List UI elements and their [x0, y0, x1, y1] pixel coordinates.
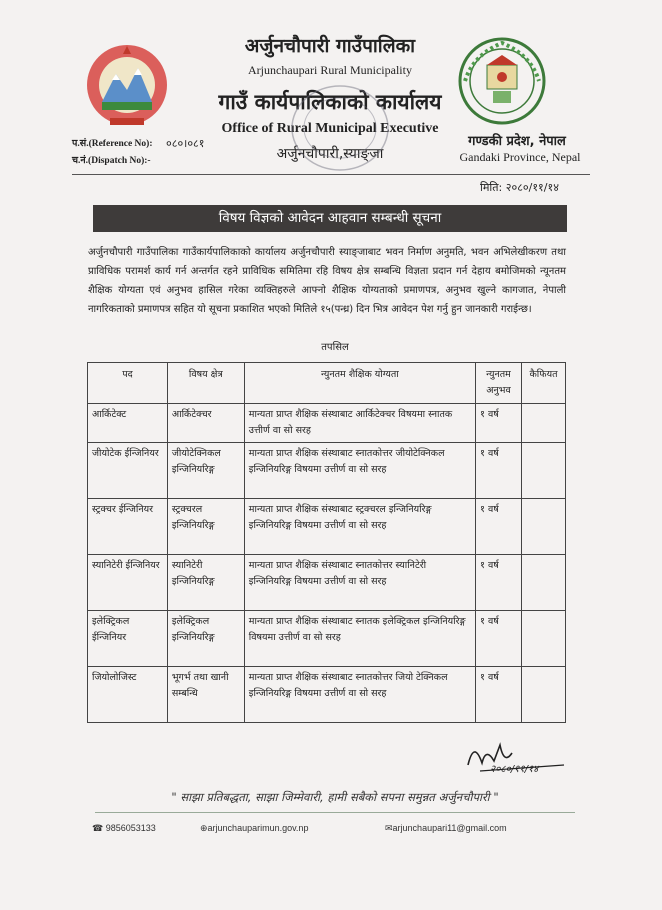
- cell-qualification: मान्यता प्राप्त शैक्षिक संस्थाबाट स्नातकोत्तर जियो टेक्निकल इन्जिनियरिङ्ग विषयमा उत्तीर्ण वा सो सरह: [244, 667, 475, 723]
- schedule-heading: तपसिल: [321, 342, 349, 353]
- signature: [460, 735, 570, 784]
- cell-field: इलेक्ट्रिकल इन्जिनियरिङ्ग: [167, 611, 244, 667]
- website-url: arjunchauparimun.gov.np: [207, 823, 309, 833]
- nepal-emblem-icon: [80, 40, 175, 130]
- email-address: arjunchaupari11@gmail.com: [392, 823, 507, 833]
- header-remarks: कैफियत: [521, 363, 565, 404]
- cell-remarks: [521, 443, 565, 499]
- phone-icon: ☎: [92, 823, 104, 833]
- office-stamp-icon: [285, 78, 395, 178]
- province-nepali: गण्डकी प्रदेश, नेपाल: [468, 134, 566, 149]
- notice-title: विषय विज्ञको आवेदन आहवान सम्बन्धी सूचना: [93, 205, 567, 232]
- notice-date: मिति: २०८०/११/१४: [480, 181, 559, 194]
- footer-divider: [95, 812, 575, 813]
- municipality-name-nepali: अर्जुनचौपारी गाउँपालिका: [244, 35, 416, 57]
- header-experience: न्युनतम अनुभव: [476, 363, 522, 404]
- cell-experience: १ वर्ष: [476, 499, 522, 555]
- table-header-row: [88, 363, 566, 404]
- cell-post: जियोलोजिस्ट: [88, 667, 168, 723]
- cell-field: स्ट्रक्चरल इन्जिनियरिङ्ग: [167, 499, 244, 555]
- table-row: [88, 443, 566, 499]
- cell-post: इलेक्ट्रिकल ईन्जिनियर: [88, 611, 168, 667]
- cell-post: आर्किटेक्ट: [88, 404, 168, 443]
- footer-phone: [92, 823, 156, 834]
- header-field: विषय क्षेत्र: [167, 363, 244, 404]
- cell-post: स्ट्रक्चर ईन्जिनियर: [88, 499, 168, 555]
- cell-experience: १ वर्ष: [476, 404, 522, 443]
- reference-value: ०८०।०८१: [166, 137, 205, 150]
- province-english: Gandaki Province, Nepal: [459, 150, 581, 164]
- cell-qualification: मान्यता प्राप्त शैक्षिक संस्थाबाट स्नातक इलेक्ट्रिकल इन्जिनियरिङ्ग विषयमा उत्तीर्ण वा सो सरह: [244, 611, 475, 667]
- cell-qualification: मान्यता प्राप्त शैक्षिक संस्थाबाट स्नातकोत्तर स्यानिटेरी इन्जिनियरिङ्ग विषयमा उत्तीर्ण वा सो सरह: [244, 555, 475, 611]
- municipality-name-english: Arjunchaupari Rural Municipality: [248, 63, 412, 77]
- dispatch-label: च.नं.(Dispatch No):-: [72, 156, 151, 166]
- table-row: [88, 667, 566, 723]
- mail-icon: ✉: [385, 823, 393, 833]
- cell-remarks: [521, 499, 565, 555]
- motto: " साझा प्रतिबद्धता, साझा जिम्मेवारी, हामी सबैको सपना समुन्नत अर्जुनचौपारी ": [171, 790, 499, 804]
- cell-post: जीयोटेक ईन्जिनियर: [88, 443, 168, 499]
- cell-remarks: [521, 555, 565, 611]
- globe-icon: ⊕: [200, 823, 208, 833]
- notice-body: अर्जुनचौपारी गाउँपालिका गाउँकार्यपालिकाको कार्यालय अर्जुनचौपारी स्याङ्जाबाट भवन निर्माण अनुमति, भवन अभिलेखीकरण तथा प्राविधिक परामर्श कार्य गर्न अन्तर्गत रहने प्राविधिक समितिमा रहि विषय क्षेत्र सम्बन्धि विज्ञता प्रदान गर्न देहाय बमोजिमको न्यूनतम शैक्षिक योग्यता एवं अनुभव हासिल गरेका व्यक्तिहरुले आफ्नो शैक्षिक योग्यताको प्रमाणपत्र, अनुभव खुल्ने कागजात, नेपाली नागरिकताको प्रमाणपत्र सहित यो सूचना प्रकाशित भएको मितिले १५(पन्ध्र) दिन भित्र आवेदन पेश गर्नु हुन जानकारी गराईन्छ।: [88, 247, 566, 315]
- signature-date: २०८०/११/१४: [490, 764, 539, 775]
- cell-remarks: [521, 667, 565, 723]
- cell-field: भूगर्भ तथा खानी सम्बन्धि: [167, 667, 244, 723]
- footer-website: [200, 823, 308, 834]
- table-row: [88, 499, 566, 555]
- table-row: [88, 555, 566, 611]
- cell-field: आर्किटेक्चर: [167, 404, 244, 443]
- cell-experience: १ वर्ष: [476, 611, 522, 667]
- cell-experience: १ वर्ष: [476, 555, 522, 611]
- cell-remarks: [521, 404, 565, 443]
- header-divider: [72, 174, 590, 175]
- cell-field: जीयोटेक्निकल इन्जिनियरिङ्ग: [167, 443, 244, 499]
- cell-experience: १ वर्ष: [476, 667, 522, 723]
- cell-post: स्यानिटेरी ईन्जिनियर: [88, 555, 168, 611]
- cell-field: स्यानिटेरी इन्जिनियरिङ्ग: [167, 555, 244, 611]
- phone-number: 9856053133: [105, 823, 156, 833]
- header-post: पद: [88, 363, 168, 404]
- cell-qualification: मान्यता प्राप्त शैक्षिक संस्थाबाट स्ट्रक्चरल इन्जिनियरिङ्ग इन्जिनियरिङ्ग विषयमा उत्तीर्ण वा सो सरह: [244, 499, 475, 555]
- office-name-nepali: गाउँ कार्यपालिकाको कार्यालय: [218, 90, 442, 114]
- location-nepali: अर्जुनचौपारी,स्याङ्जा: [276, 146, 384, 162]
- cell-remarks: [521, 611, 565, 667]
- cell-qualification: मान्यता प्राप्त शैक्षिक संस्थाबाट स्नातकोत्तर जीयोटेक्निकल इन्जिनियरिङ्ग विषयमा उत्तीर्ण वा सो सरह: [244, 443, 475, 499]
- footer-email: [385, 823, 507, 834]
- requirements-table: [87, 362, 566, 723]
- reference-label: प.सं.(Reference No):: [72, 139, 153, 149]
- header-qualification: न्युनतम शैक्षिक योग्यता: [244, 363, 475, 404]
- office-name-english: Office of Rural Municipal Executive: [221, 121, 439, 136]
- table-row: [88, 611, 566, 667]
- cell-qualification: मान्यता प्राप्त शैक्षिक संस्थाबाट आर्किटेक्चर विषयमा स्नातक उत्तीर्ण वा सो सरह: [244, 404, 475, 443]
- table-row: [88, 404, 566, 443]
- cell-experience: १ वर्ष: [476, 443, 522, 499]
